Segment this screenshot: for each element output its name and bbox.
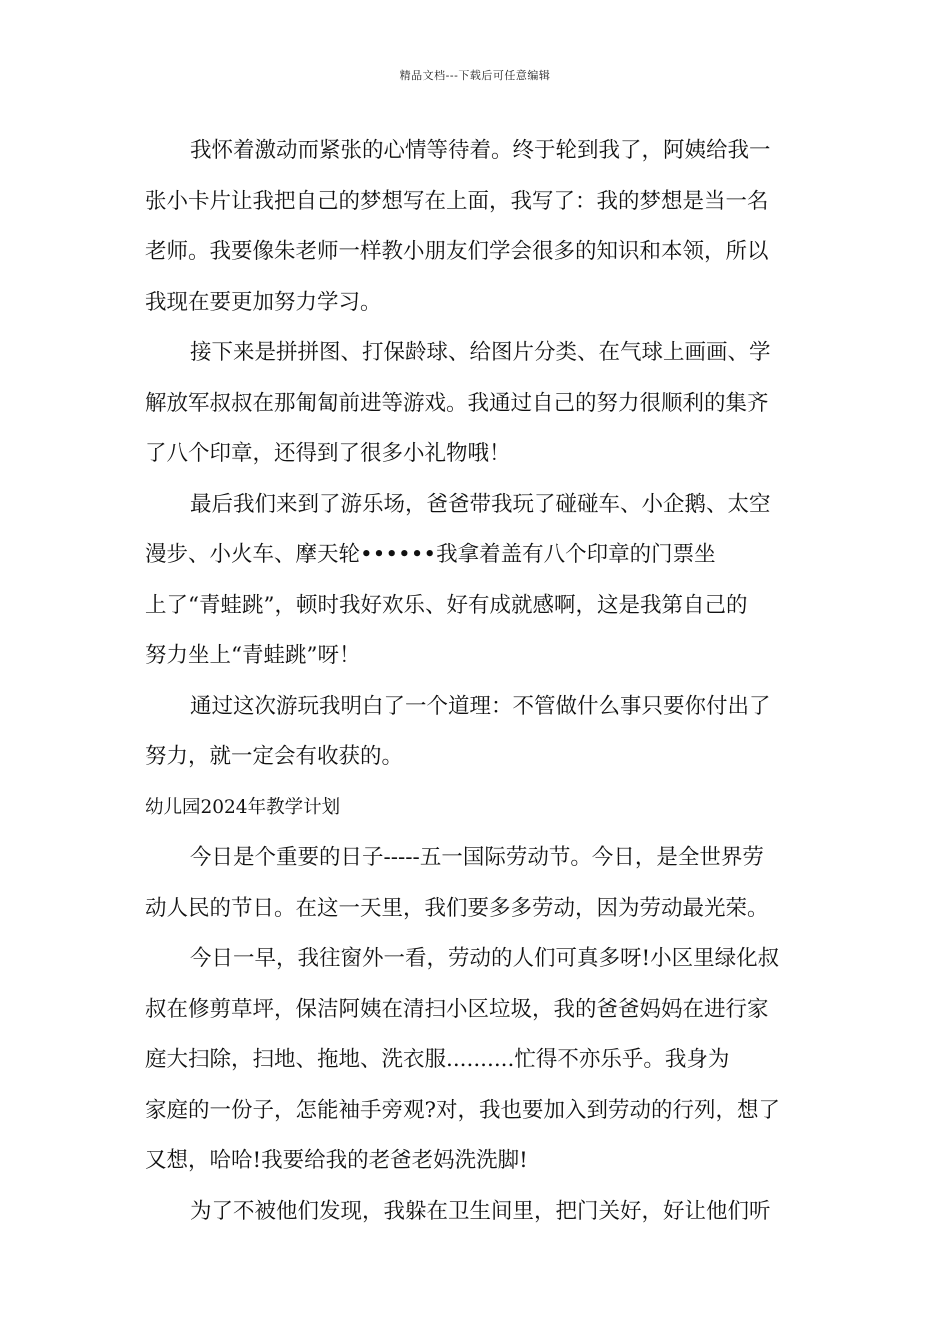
text-line: 今日是个重要的日子-----五一国际劳动节。今日，是全世界劳 [190,845,764,870]
text-line: 接下来是拼拼图、打保龄球、给图片分类、在气球上画画、学 [190,340,771,365]
text-line: 上了“青蛙跳”，顿时我好欢乐、好有成就感啊，这是我第自己的 [145,592,748,618]
text-line: 我现在要更加努力学习。 [145,289,382,315]
text-line: 努力，就一定会有收获的。 [145,744,404,769]
text-line: 庭大扫除，扫地、拖地、洗衣服..........忙得不亦乐乎。我身为 [145,1047,730,1072]
page-header: 精品文档---下载后可任意编辑 [399,69,551,82]
text-line: 动人民的节日。在这一天里，我们要多多劳动，因为劳动最光荣。 [145,895,769,921]
text-line: 为了不被他们发现，我躲在卫生间里，把门关好，好让他们听 [190,1198,771,1224]
text-line: 又想，哈哈!我要给我的老爸老妈洗洗脚! [145,1148,528,1173]
text-line: 最后我们来到了游乐场，爸爸带我玩了碰碰车、小企鹅、太空 [190,491,771,517]
text-line: 了八个印章，还得到了很多小礼物哦！ [145,441,511,466]
text-line: 叔在修剪草坪，保洁阿姨在清扫小区垃圾，我的爸爸妈妈在进行家 [145,996,769,1022]
text-line: 张小卡片让我把自己的梦想写在上面，我写了：我的梦想是当一名 [145,188,769,214]
text-line: 解放军叔叔在那匍匐前进等游戏。我通过自己的努力很顺利的集齐 [145,390,769,416]
text-line: 老师。我要像朱老师一样教小朋友们学会很多的知识和本领，所以 [145,239,769,264]
text-line: 家庭的一份子，怎能袖手旁观?对，我也要加入到劳动的行列，想了 [145,1097,781,1123]
text-line: 今日一早，我往窗外一看，劳动的人们可真多呀!小区里绿化叔 [190,946,780,971]
text-line: 漫步、小火车、摩天轮••••••我拿着盖有八个印章的门票坐 [145,542,716,567]
document-body [145,126,809,1237]
text-line: 通过这次游玩我明白了一个道理：不管做什么事只要你付出了 [190,693,771,719]
section-heading: 幼儿园2024年教学计划 [145,796,341,818]
text-line: 我怀着激动而紧张的心情等待着。终于轮到我了，阿姨给我一 [190,138,771,163]
text-line: 努力坐上“青蛙跳”呀！ [145,643,361,668]
